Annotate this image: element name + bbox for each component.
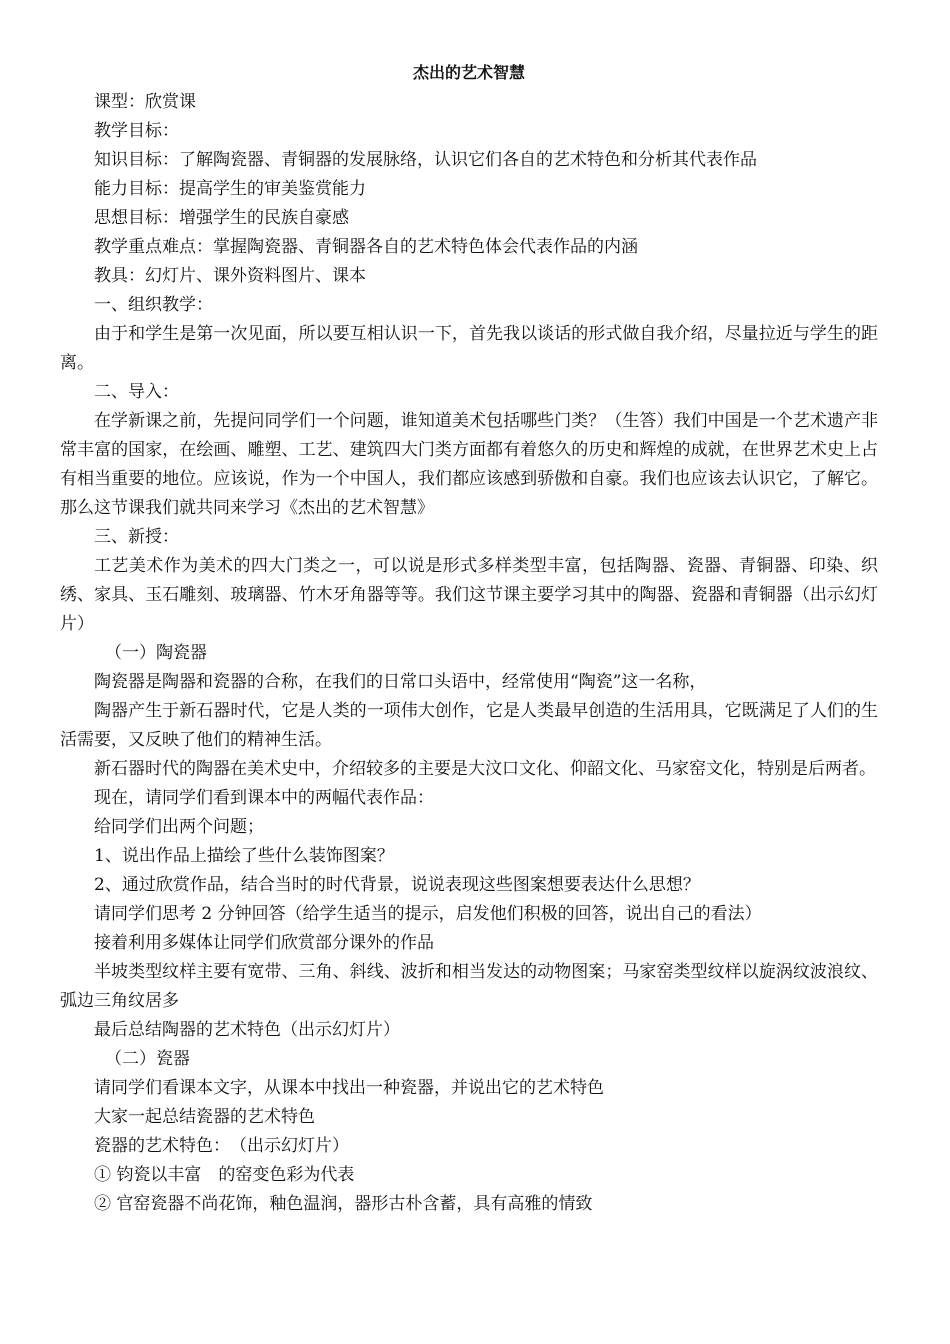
subsection-heading-ceramics: （一）陶瓷器: [105, 643, 207, 663]
section-heading-new-lesson: 三、新授：: [94, 527, 179, 547]
subsection-heading-porcelain: （二）瓷器: [105, 1049, 190, 1069]
document-page: [60, 60, 878, 1219]
list-item-jun-porcelain: ① 钧瓷以丰富 的窑变色彩为代表: [94, 1165, 355, 1185]
paragraph-course-type: 课型：欣赏课: [94, 92, 196, 112]
paragraph-introduction-self: 由于和学生是第一次见面，所以要互相认识一下，首先我以谈话的形式做自我介绍，尽量拉近与学生的距离。: [60, 324, 878, 373]
paragraph-knowledge-goal: 知识目标：了解陶瓷器、青铜器的发展脉络，认识它们各自的艺术特色和分析其代表作品: [94, 150, 757, 170]
paragraph-teaching-goals: 教学目标：: [94, 121, 179, 141]
paragraph-porcelain-task: 请同学们看课本文字，从课本中找出一种瓷器，并说出它的艺术特色: [94, 1078, 604, 1098]
paragraph-teaching-aids: 教具：幻灯片、课外资料图片、课本: [94, 266, 366, 286]
document-title: 杰出的艺术智慧: [412, 63, 525, 82]
section-heading-lead-in: 二、导入：: [94, 382, 179, 402]
list-item-official-kiln: ② 官窑瓷器不尚花饰，釉色温润，器形古朴含蓄，具有高雅的情致: [94, 1194, 593, 1214]
paragraph-thought-goal: 思想目标：增强学生的民族自豪感: [94, 208, 349, 228]
paragraph-key-points: 教学重点难点：掌握陶瓷器、青铜器各自的艺术特色体会代表作品的内涵: [94, 237, 638, 257]
paragraph-think-answer: 请同学们思考 2 分钟回答（给学生适当的提示，启发他们积极的回答，说出自己的看法）: [94, 904, 762, 924]
paragraph-question-2: 2、通过欣赏作品，结合当时的时代背景，说说表现这些图案想要表达什么思想？: [94, 875, 700, 895]
paragraph-two-questions: 给同学们出两个问题；: [94, 817, 264, 837]
paragraph-multimedia: 接着利用多媒体让同学们欣赏部分课外的作品: [94, 933, 434, 953]
paragraph-crafts-overview: 工艺美术作为美术的四大门类之一，可以说是形式多样类型丰富，包括陶器、瓷器、青铜器、印染、织绣、家具、玉石雕刻、玻璃器、竹木牙角器等等。我们这节课主要学习其中的陶器、瓷器和青铜器（出示幻灯片）: [60, 556, 878, 634]
paragraph-view-works: 现在，请同学们看到课本中的两幅代表作品：: [94, 788, 434, 808]
paragraph-ability-goal: 能力目标：提高学生的审美鉴赏能力: [94, 179, 366, 199]
paragraph-ceramics-definition: 陶瓷器是陶器和瓷器的合称，在我们的日常口头语中，经常使用“陶瓷”这一名称，: [94, 672, 707, 692]
paragraph-neolithic-pottery: 新石器时代的陶器在美术史中，介绍较多的主要是大汶口文化、仰韶文化、马家窑文化，特别是后两者。: [94, 759, 876, 779]
paragraph-pottery-summary: 最后总结陶器的艺术特色（出示幻灯片）: [94, 1020, 400, 1040]
paragraph-porcelain-summary: 大家一起总结瓷器的艺术特色: [94, 1107, 315, 1127]
paragraph-porcelain-features: 瓷器的艺术特色： （出示幻灯片）: [94, 1136, 349, 1156]
paragraph-patterns: 半坡类型纹样主要有宽带、三角、斜线、波折和相当发达的动物图案；马家窑类型纹样以旋涡纹波浪纹、弧边三角纹居多: [60, 962, 878, 1011]
paragraph-lead-in: 在学新课之前，先提问同学们一个问题，谁知道美术包括哪些门类？（生答）我们中国是一个艺术遗产非常丰富的国家，在绘画、雕塑、工艺、建筑四大门类方面都有着悠久的历史和辉煌的成就，在世界艺术史上占有相当重要的地位。应该说，作为一个中国人，我们都应该感到骄傲和自豪。我们也应该去认识它，了解它。那么这节课我们就共同来学习《杰出的艺术智慧》: [60, 411, 878, 518]
paragraph-question-1: 1、说出作品上描绘了些什么装饰图案？: [94, 846, 394, 866]
section-heading-organize: 一、组织教学：: [94, 295, 213, 315]
paragraph-pottery-origin: 陶器产生于新石器时代，它是人类的一项伟大创作，它是人类最早创造的生活用具，它既满足了人们的生活需要，又反映了他们的精神生活。: [60, 701, 878, 750]
